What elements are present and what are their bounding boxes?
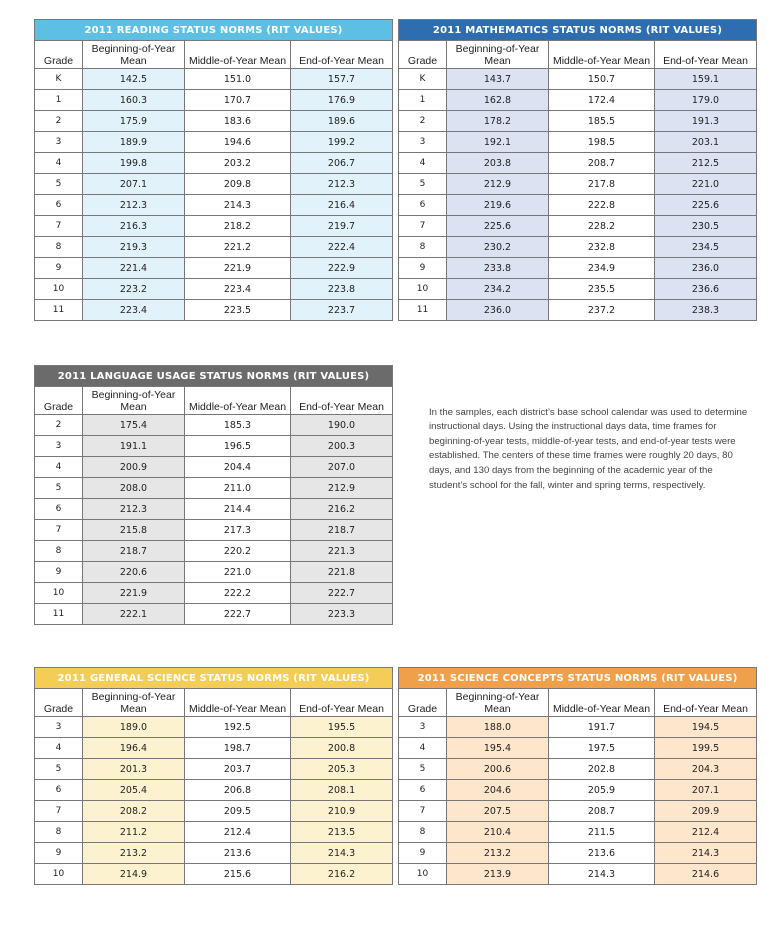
moy-mean-cell: 214.4 (185, 499, 291, 520)
eoy-mean-cell: 222.4 (291, 237, 393, 258)
grade-cell: 8 (35, 541, 83, 562)
grade-cell: 8 (399, 822, 447, 843)
table-row (35, 111, 393, 132)
eoy-header: End-of-Year Mean (291, 689, 393, 717)
table-row (399, 279, 757, 300)
eoy-mean-cell: 225.6 (655, 195, 757, 216)
moy-mean-cell: 198.7 (185, 738, 291, 759)
eoy-mean-cell: 207.1 (655, 780, 757, 801)
table-row (35, 415, 393, 436)
grade-cell: 3 (35, 717, 83, 738)
moy-mean-cell: 185.3 (185, 415, 291, 436)
grade-cell: 10 (35, 583, 83, 604)
boy-mean-cell: 207.1 (83, 174, 185, 195)
grade-cell: 2 (35, 111, 83, 132)
table-row (399, 759, 757, 780)
moy-mean-cell: 194.6 (185, 132, 291, 153)
moy-mean-cell: 218.2 (185, 216, 291, 237)
boy-mean-cell: 207.5 (447, 801, 549, 822)
table-row (35, 478, 393, 499)
grade-cell: 10 (399, 279, 447, 300)
boy-mean-cell: 219.3 (83, 237, 185, 258)
moy-mean-cell: 228.2 (549, 216, 655, 237)
moy-mean-cell: 151.0 (185, 69, 291, 90)
moy-header: Middle-of-Year Mean (185, 41, 291, 69)
boy-mean-cell: 216.3 (83, 216, 185, 237)
eoy-mean-cell: 223.8 (291, 279, 393, 300)
grade-cell: 9 (35, 843, 83, 864)
general-science-norms-table (34, 667, 393, 885)
table-row (399, 864, 757, 885)
eoy-mean-cell: 208.1 (291, 780, 393, 801)
table-row (399, 90, 757, 111)
grade-cell: 10 (35, 279, 83, 300)
eoy-mean-cell: 191.3 (655, 111, 757, 132)
grade-cell: 5 (35, 174, 83, 195)
table-row (399, 132, 757, 153)
eoy-mean-cell: 230.5 (655, 216, 757, 237)
moy-header: Middle-of-Year Mean (185, 387, 291, 415)
boy-mean-cell: 175.4 (83, 415, 185, 436)
table-row (35, 541, 393, 562)
table-row (399, 300, 757, 321)
boy-mean-cell: 189.9 (83, 132, 185, 153)
moy-mean-cell: 221.0 (185, 562, 291, 583)
eoy-mean-cell: 223.3 (291, 604, 393, 625)
table-row (35, 132, 393, 153)
table-row (35, 436, 393, 457)
grade-cell: 3 (35, 436, 83, 457)
moy-mean-cell: 203.2 (185, 153, 291, 174)
moy-mean-cell: 203.7 (185, 759, 291, 780)
table-body (399, 717, 757, 885)
eoy-mean-cell: 212.4 (655, 822, 757, 843)
boy-mean-cell: 213.2 (447, 843, 549, 864)
table-body (35, 717, 393, 885)
table-row (35, 604, 393, 625)
moy-mean-cell: 191.7 (549, 717, 655, 738)
moy-mean-cell: 235.5 (549, 279, 655, 300)
table-row (35, 300, 393, 321)
grade-cell: 6 (399, 195, 447, 216)
moy-mean-cell: 209.8 (185, 174, 291, 195)
boy-header: Beginning-of-Year Mean (83, 387, 185, 415)
moy-mean-cell: 150.7 (549, 69, 655, 90)
boy-mean-cell: 178.2 (447, 111, 549, 132)
eoy-mean-cell: 216.4 (291, 195, 393, 216)
table-title: 2011 LANGUAGE USAGE STATUS NORMS (RIT VALUES) (35, 366, 393, 387)
methodology-note: In the samples, each district’s base school calendar was used to determine instructional days. Using the instructional days data, time frames for beginning-of-year tests, middle-of-year tests, and end-of-year tests were established. The centers of these time frames were roughly 20 days, 80 days, and 130 days from the beginning of the academic year of the student’s school for the fall, winter and spring terms, respectively. (429, 406, 748, 491)
table-row (399, 822, 757, 843)
boy-mean-cell: 201.3 (83, 759, 185, 780)
boy-mean-cell: 188.0 (447, 717, 549, 738)
eoy-mean-cell: 206.7 (291, 153, 393, 174)
moy-mean-cell: 220.2 (185, 541, 291, 562)
eoy-mean-cell: 159.1 (655, 69, 757, 90)
eoy-header: End-of-Year Mean (291, 387, 393, 415)
table-row (399, 216, 757, 237)
grade-header: Grade (399, 41, 447, 69)
boy-mean-cell: 223.4 (83, 300, 185, 321)
eoy-mean-cell: 200.3 (291, 436, 393, 457)
moy-mean-cell: 206.8 (185, 780, 291, 801)
table-row (35, 801, 393, 822)
boy-mean-cell: 192.1 (447, 132, 549, 153)
moy-mean-cell: 232.8 (549, 237, 655, 258)
eoy-mean-cell: 203.1 (655, 132, 757, 153)
moy-mean-cell: 196.5 (185, 436, 291, 457)
table-row (399, 843, 757, 864)
boy-mean-cell: 200.6 (447, 759, 549, 780)
eoy-mean-cell: 157.7 (291, 69, 393, 90)
eoy-header: End-of-Year Mean (291, 41, 393, 69)
eoy-mean-cell: 199.5 (655, 738, 757, 759)
eoy-mean-cell: 204.3 (655, 759, 757, 780)
boy-mean-cell: 142.5 (83, 69, 185, 90)
eoy-mean-cell: 221.3 (291, 541, 393, 562)
science-concepts-norms-table (398, 667, 757, 885)
eoy-mean-cell: 205.3 (291, 759, 393, 780)
table-row (35, 822, 393, 843)
moy-mean-cell: 211.0 (185, 478, 291, 499)
eoy-mean-cell: 222.7 (291, 583, 393, 604)
eoy-mean-cell: 195.5 (291, 717, 393, 738)
grade-cell: 4 (35, 153, 83, 174)
grade-cell: 6 (35, 780, 83, 801)
moy-mean-cell: 192.5 (185, 717, 291, 738)
boy-mean-cell: 162.8 (447, 90, 549, 111)
table-row (35, 279, 393, 300)
boy-header: Beginning-of-Year Mean (83, 689, 185, 717)
grade-cell: 1 (399, 90, 447, 111)
table-row (35, 780, 393, 801)
moy-mean-cell: 213.6 (549, 843, 655, 864)
table-row (35, 717, 393, 738)
eoy-mean-cell: 210.9 (291, 801, 393, 822)
grade-cell: 8 (399, 237, 447, 258)
boy-header: Beginning-of-Year Mean (447, 41, 549, 69)
table-row (399, 195, 757, 216)
moy-mean-cell: 208.7 (549, 801, 655, 822)
grade-cell: 4 (399, 738, 447, 759)
table-row (35, 562, 393, 583)
table-row (399, 738, 757, 759)
moy-mean-cell: 214.3 (185, 195, 291, 216)
boy-mean-cell: 233.8 (447, 258, 549, 279)
boy-mean-cell: 208.0 (83, 478, 185, 499)
grade-cell: 1 (35, 90, 83, 111)
grade-cell: 9 (35, 258, 83, 279)
eoy-mean-cell: 214.3 (655, 843, 757, 864)
eoy-mean-cell: 221.8 (291, 562, 393, 583)
moy-mean-cell: 209.5 (185, 801, 291, 822)
boy-mean-cell: 143.7 (447, 69, 549, 90)
table-row (35, 69, 393, 90)
moy-header: Middle-of-Year Mean (549, 41, 655, 69)
boy-mean-cell: 211.2 (83, 822, 185, 843)
moy-header: Middle-of-Year Mean (549, 689, 655, 717)
table-row (35, 258, 393, 279)
table-body (399, 69, 757, 321)
eoy-mean-cell: 216.2 (291, 864, 393, 885)
eoy-mean-cell: 200.8 (291, 738, 393, 759)
grade-cell: 9 (35, 562, 83, 583)
reading-norms-table (34, 19, 393, 321)
eoy-mean-cell: 212.5 (655, 153, 757, 174)
moy-mean-cell: 217.8 (549, 174, 655, 195)
moy-mean-cell: 215.6 (185, 864, 291, 885)
table-title: 2011 READING STATUS NORMS (RIT VALUES) (35, 20, 393, 41)
grade-header: Grade (35, 41, 83, 69)
table-body (35, 415, 393, 625)
boy-mean-cell: 215.8 (83, 520, 185, 541)
boy-mean-cell: 234.2 (447, 279, 549, 300)
grade-cell: 7 (35, 801, 83, 822)
table-row (35, 583, 393, 604)
moy-mean-cell: 202.8 (549, 759, 655, 780)
table-row (35, 216, 393, 237)
table-row (35, 195, 393, 216)
moy-mean-cell: 198.5 (549, 132, 655, 153)
moy-mean-cell: 214.3 (549, 864, 655, 885)
table-row (35, 174, 393, 195)
moy-mean-cell: 221.9 (185, 258, 291, 279)
table-title: 2011 GENERAL SCIENCE STATUS NORMS (RIT VALUES) (35, 668, 393, 689)
eoy-mean-cell: 221.0 (655, 174, 757, 195)
boy-mean-cell: 213.9 (447, 864, 549, 885)
boy-mean-cell: 175.9 (83, 111, 185, 132)
math-norms-table (398, 19, 757, 321)
grade-cell: 5 (35, 478, 83, 499)
boy-mean-cell: 220.6 (83, 562, 185, 583)
table-row (399, 717, 757, 738)
grade-cell: K (35, 69, 83, 90)
boy-mean-cell: 196.4 (83, 738, 185, 759)
table-title: 2011 SCIENCE CONCEPTS STATUS NORMS (RIT VALUES) (399, 668, 757, 689)
grade-cell: 7 (35, 216, 83, 237)
boy-mean-cell: 213.2 (83, 843, 185, 864)
eoy-mean-cell: 222.9 (291, 258, 393, 279)
boy-mean-cell: 203.8 (447, 153, 549, 174)
boy-mean-cell: 212.3 (83, 499, 185, 520)
grade-cell: 7 (35, 520, 83, 541)
grade-cell: 5 (399, 174, 447, 195)
moy-mean-cell: 208.7 (549, 153, 655, 174)
boy-mean-cell: 218.7 (83, 541, 185, 562)
moy-mean-cell: 213.6 (185, 843, 291, 864)
moy-mean-cell: 223.5 (185, 300, 291, 321)
boy-mean-cell: 204.6 (447, 780, 549, 801)
boy-mean-cell: 212.9 (447, 174, 549, 195)
moy-mean-cell: 211.5 (549, 822, 655, 843)
moy-mean-cell: 197.5 (549, 738, 655, 759)
table-body (35, 69, 393, 321)
moy-mean-cell: 223.4 (185, 279, 291, 300)
table-row (35, 90, 393, 111)
eoy-mean-cell: 212.9 (291, 478, 393, 499)
boy-mean-cell: 212.3 (83, 195, 185, 216)
eoy-mean-cell: 194.5 (655, 717, 757, 738)
table-row (35, 457, 393, 478)
boy-mean-cell: 205.4 (83, 780, 185, 801)
eoy-mean-cell: 234.5 (655, 237, 757, 258)
boy-mean-cell: 222.1 (83, 604, 185, 625)
boy-mean-cell: 219.6 (447, 195, 549, 216)
moy-mean-cell: 170.7 (185, 90, 291, 111)
eoy-mean-cell: 214.6 (655, 864, 757, 885)
table-row (399, 237, 757, 258)
moy-mean-cell: 222.7 (185, 604, 291, 625)
eoy-mean-cell: 213.5 (291, 822, 393, 843)
moy-mean-cell: 185.5 (549, 111, 655, 132)
boy-header: Beginning-of-Year Mean (447, 689, 549, 717)
grade-cell: 5 (399, 759, 447, 780)
boy-mean-cell: 221.4 (83, 258, 185, 279)
moy-mean-cell: 183.6 (185, 111, 291, 132)
grade-cell: 11 (399, 300, 447, 321)
grade-cell: 11 (35, 300, 83, 321)
grade-cell: 3 (399, 717, 447, 738)
eoy-mean-cell: 223.7 (291, 300, 393, 321)
table-row (35, 759, 393, 780)
eoy-mean-cell: 179.0 (655, 90, 757, 111)
boy-mean-cell: 210.4 (447, 822, 549, 843)
eoy-mean-cell: 212.3 (291, 174, 393, 195)
table-row (35, 520, 393, 541)
boy-mean-cell: 214.9 (83, 864, 185, 885)
moy-mean-cell: 205.9 (549, 780, 655, 801)
boy-mean-cell: 236.0 (447, 300, 549, 321)
table-row (35, 153, 393, 174)
table-row (399, 258, 757, 279)
table-row (35, 237, 393, 258)
grade-cell: 9 (399, 843, 447, 864)
table-row (399, 153, 757, 174)
grade-cell: 8 (35, 822, 83, 843)
grade-cell: 10 (399, 864, 447, 885)
moy-mean-cell: 172.4 (549, 90, 655, 111)
grade-cell: 6 (35, 499, 83, 520)
table-title: 2011 MATHEMATICS STATUS NORMS (RIT VALUES) (399, 20, 757, 41)
boy-header: Beginning-of-Year Mean (83, 41, 185, 69)
eoy-mean-cell: 238.3 (655, 300, 757, 321)
eoy-mean-cell: 219.7 (291, 216, 393, 237)
boy-mean-cell: 199.8 (83, 153, 185, 174)
table-row (35, 738, 393, 759)
grade-cell: 11 (35, 604, 83, 625)
eoy-mean-cell: 207.0 (291, 457, 393, 478)
eoy-mean-cell: 199.2 (291, 132, 393, 153)
grade-cell: 6 (399, 780, 447, 801)
boy-mean-cell: 223.2 (83, 279, 185, 300)
table-row (399, 69, 757, 90)
grade-cell: 5 (35, 759, 83, 780)
table-row (399, 111, 757, 132)
boy-mean-cell: 160.3 (83, 90, 185, 111)
boy-mean-cell: 230.2 (447, 237, 549, 258)
grade-header: Grade (35, 689, 83, 717)
grade-cell: K (399, 69, 447, 90)
table-row (399, 801, 757, 822)
eoy-mean-cell: 176.9 (291, 90, 393, 111)
grade-cell: 2 (35, 415, 83, 436)
moy-mean-cell: 222.2 (185, 583, 291, 604)
eoy-mean-cell: 218.7 (291, 520, 393, 541)
eoy-mean-cell: 216.2 (291, 499, 393, 520)
grade-cell: 4 (35, 738, 83, 759)
grade-cell: 7 (399, 801, 447, 822)
eoy-mean-cell: 209.9 (655, 801, 757, 822)
table-row (399, 780, 757, 801)
table-row (35, 499, 393, 520)
moy-mean-cell: 234.9 (549, 258, 655, 279)
table-row (399, 174, 757, 195)
eoy-mean-cell: 236.6 (655, 279, 757, 300)
grade-cell: 8 (35, 237, 83, 258)
grade-cell: 3 (399, 132, 447, 153)
boy-mean-cell: 208.2 (83, 801, 185, 822)
boy-mean-cell: 189.0 (83, 717, 185, 738)
grade-cell: 3 (35, 132, 83, 153)
boy-mean-cell: 195.4 (447, 738, 549, 759)
table-row (35, 843, 393, 864)
language-usage-norms-table (34, 365, 393, 625)
grade-cell: 10 (35, 864, 83, 885)
grade-cell: 9 (399, 258, 447, 279)
boy-mean-cell: 191.1 (83, 436, 185, 457)
eoy-mean-cell: 236.0 (655, 258, 757, 279)
moy-mean-cell: 237.2 (549, 300, 655, 321)
boy-mean-cell: 225.6 (447, 216, 549, 237)
moy-mean-cell: 221.2 (185, 237, 291, 258)
table-row (35, 864, 393, 885)
eoy-header: End-of-Year Mean (655, 689, 757, 717)
grade-header: Grade (35, 387, 83, 415)
grade-cell: 4 (35, 457, 83, 478)
grade-cell: 7 (399, 216, 447, 237)
moy-mean-cell: 222.8 (549, 195, 655, 216)
eoy-mean-cell: 214.3 (291, 843, 393, 864)
boy-mean-cell: 221.9 (83, 583, 185, 604)
grade-header: Grade (399, 689, 447, 717)
moy-mean-cell: 217.3 (185, 520, 291, 541)
eoy-mean-cell: 189.6 (291, 111, 393, 132)
grade-cell: 2 (399, 111, 447, 132)
eoy-header: End-of-Year Mean (655, 41, 757, 69)
grade-cell: 6 (35, 195, 83, 216)
boy-mean-cell: 200.9 (83, 457, 185, 478)
eoy-mean-cell: 190.0 (291, 415, 393, 436)
grade-cell: 4 (399, 153, 447, 174)
moy-header: Middle-of-Year Mean (185, 689, 291, 717)
moy-mean-cell: 204.4 (185, 457, 291, 478)
moy-mean-cell: 212.4 (185, 822, 291, 843)
